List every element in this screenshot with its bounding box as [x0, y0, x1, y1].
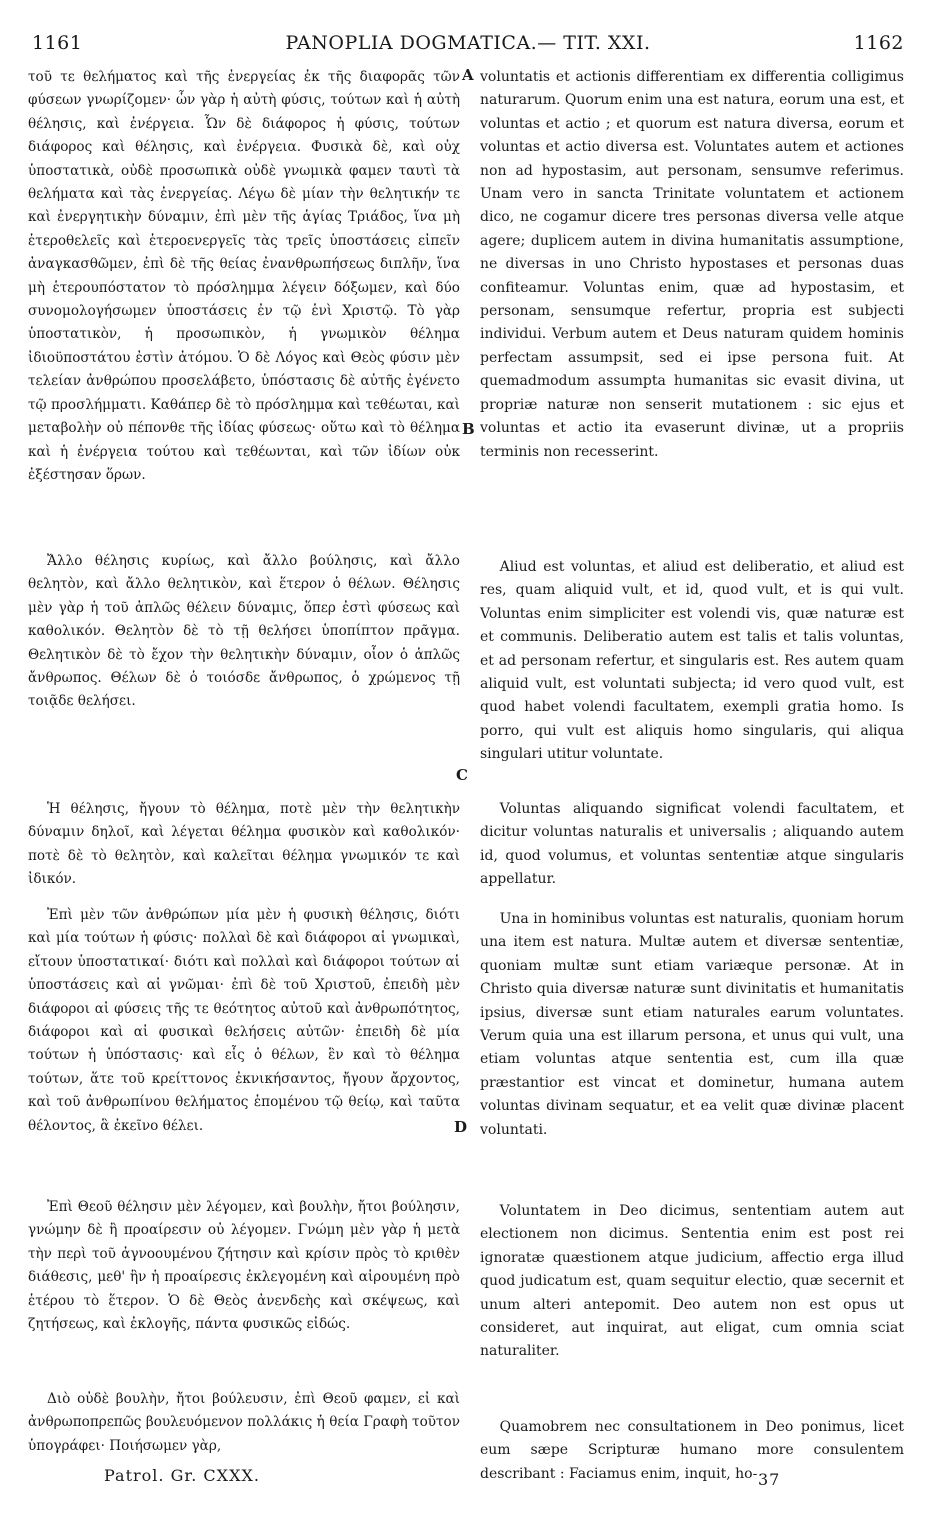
greek-paragraph-4: Ἐπὶ μὲν τῶν ἀνθρώπων μία μὲν ἡ φυσικὴ θέλησις, διότι καὶ μία τούτων ἡ φύσις· πολλαὶ δὲ καὶ διάφοροι αἱ γνωμικαὶ, εἴτουν ὑποστατικαί· διότι καὶ πολλαὶ καὶ διάφοροι τούτων αἱ ὑποστάσεις καὶ αἱ γνῶμαι· ἐπὶ δὲ τοῦ Χριστοῦ, ἐπειδὴ μὲν διάφοροι αἱ φύσεις τῆς τε θεότητος αὐτοῦ καὶ ἀνθρωπότητος, διάφοροι καὶ αἱ φυσικαὶ θελήσεις αὐτῶν· ἐπειδὴ δὲ μία τούτων ἡ ὑπόστασις· καὶ εἷς ὁ θέλων, ἓν καὶ τὸ θέλημα τούτων, ἅτε τοῦ κρείττονος ἐκνικήσαντος, ἤγουν ἄρχοντος, καὶ τοῦ ἀνθρωπίνου θελήματος ἑπομένου τῷ θείῳ, καὶ ταῦτα θέλοντος, ἃ ἐκεῖνο θέλει. [28, 907, 460, 1134]
section-marker-c: C [456, 766, 468, 784]
section-marker-a: A [462, 66, 474, 84]
greek-paragraph-5: Ἐπὶ Θεοῦ θέλησιν μὲν λέγομεν, καὶ βουλὴν, ἤτοι βούλησιν, γνώμην δὲ ἢ προαίρεσιν οὐ λέγομεν. Γνώμη μὲν γὰρ ἡ μετὰ τὴν περὶ τοῦ ἀγνοουμένου ζήτησιν καὶ κρίσιν πρὸς τὸ κριθὲν διάθεσις, μεθ' ἣν ἡ προαίρεσις ἐκλεγομένη καὶ αἱρουμένη πρὸ ἑτέρου τὸ ἕτερον. Ὁ δὲ Θεὸς ἀνενδεὴς καὶ σκέψεως, καὶ ζητήσεως, καὶ ἐκλογῆς, πάντα φυσικῶς εἰδώς. [28, 1199, 460, 1333]
latin-paragraph-5: Voluntatem in Deo dicimus, sententiam autem aut electionem non dicimus. Sententia enim est post rei ignoratæ quæstionem atque judicium, affectio erga illud quod judicatum est, quam sequitur electio, quæ secernit et unum alteri antepomit. Deo autem non est opus ut consideret, aut inquirat, aut eligat, cum omnia sciat naturaliter. [480, 1203, 904, 1360]
latin-paragraph-1: voluntatis et actionis differentiam ex differentia colligimus naturarum. Quorum enim una est natura, eorum una est, et voluntas et actio ; et quorum est natura diversa, eorum et voluntas et actio diversa est. Voluntates autem et actiones non ad hypostasim, aut personam, sensumve referimus. Unam vero in sancta Trinitate voluntatem et actionem dico, ne cogamur dicere tres personas diversa velle atque agere; duplicem autem in divina humanitatis assumptione, ne diversas in uno Christo hypostases et personas duas confiteamur. Voluntas enim, quæ ad hypostasim, et personam, sensumque refertur, propria est subjecti individui. Verbum autem et Deus naturam quidem hominis perfectam assumpsit, sed ei ipse persona fuit. At quemadmodum assumpta humanitas sic evasit divina, ut propriæ naturæ non senserit mutationem : sic ejus et voluntas et actio ita evaserunt divinæ, ut a propriis terminis non recesserint. [480, 69, 904, 460]
section-marker-b: B [462, 420, 475, 438]
greek-paragraph-3: Ἡ θέλησις, ἤγουν τὸ θέλημα, ποτὲ μὲν τὴν θελητικὴν δύναμιν δηλοῖ, καὶ λέγεται θέλημα φυσικὸν καὶ καθολικόν· ποτὲ δὲ τὸ θελητὸν, καὶ καλεῖται θέλημα γνωμικόν τε καὶ ἰδικόν. [28, 801, 460, 888]
greek-paragraph-6: Διὸ οὐδὲ βουλὴν, ἤτοι βούλευσιν, ἐπὶ Θεοῦ φαμεν, εἰ καὶ ἀνθρωποπρεπῶς βουλευόμενον πολλάκις ἡ θεία Γραφὴ τοῦτον ὑπογράφει· Ποιήσωμεν γὰρ, [28, 1391, 460, 1454]
latin-paragraph-3: Voluntas aliquando significat volendi facultatem, et dicitur voluntas naturalis et universalis ; aliquando autem id, quod volumus, et voluntas sententiæ atque singularis appellatur. [480, 801, 904, 888]
page-number-right: 1162 [853, 32, 904, 54]
patrology-volume-footer: Patrol. Gr. CXXX. [104, 1466, 260, 1485]
signature-number: 37 [758, 1470, 781, 1489]
running-title: PANOPLIA DOGMATICA.— TIT. XXI. [285, 32, 651, 54]
latin-paragraph-2: Aliud est voluntas, et aliud est deliberatio, et aliud est res, quam aliquid vult, et id, quod vult, et is qui vult. Voluntas enim simpliciter est volendi vis, quæ naturæ est et communis. Deliberatio autem est talis et talis voluntas, et ad personam refertur, et singularis est. Res autem quam aliquid vult, est voluntati subjecta; id vero quod vult, est quod habet volendi facultatem, exempli gratia homo. Is porro, qui vult est aliquis homo singularis, qui aliqua singulari utitur voluntate. [480, 559, 904, 763]
section-marker-d: D [454, 1118, 468, 1136]
greek-paragraph-2: Ἄλλο θέλησις κυρίως, καὶ ἄλλο βούλησις, καὶ ἄλλο θελητὸν, καὶ ἄλλο θελητικὸν, καὶ ἕτερον ὁ θέλων. Θέλησις μὲν γὰρ ἡ τοῦ ἁπλῶς θέλειν δύναμις, ὅπερ ἐστὶ φύσεως καὶ καθολικόν. Θελητὸν δὲ τὸ τῇ θελήσει ὑποπίπτον πρᾶγμα. Θελητικὸν δὲ τὸ ἔχον τὴν θελητικὴν δύναμιν, οἷον ὁ ἁπλῶς ἄνθρωπος. Θέλων δὲ ὁ τοιόσδε ἄνθρωπος, ὁ χρώμενος τῇ τοιᾷδε θελήσει. [28, 553, 460, 710]
page-number-left: 1161 [32, 32, 83, 54]
latin-paragraph-4: Una in hominibus voluntas est naturalis, quoniam horum una item est natura. Multæ autem et diversæ sententiæ, quoniam multæ sunt etiam variæque personæ. At in Christo quia diversæ naturæ sunt divinitatis et humanitatis ipsius, diversæ sunt etiam naturales earum voluntates. Verum quia una est illarum persona, et unus qui vult, una etiam voluntas atque sententia est, cum illa quæ præstantior est vincat et dominetur, humana autem voluntas divinam sequatur, et ea velit quæ divinæ placent voluntati. [480, 911, 904, 1138]
latin-paragraph-6: Quamobrem nec consultationem in Deo ponimus, licet eum sæpe Scripturæ humano more consulentem describant : Faciamus enim, inquit, ho- [480, 1419, 904, 1482]
greek-paragraph-1: τοῦ τε θελήματος καὶ τῆς ἐνεργείας ἐκ τῆς διαφορᾶς τῶν φύσεων γνωρίζομεν· ὧν γὰρ ἡ αὐτὴ φύσις, τούτων καὶ ἡ αὐτὴ θέλησις, καὶ ἐνέργεια. Ὧν δὲ διάφορος ἡ φύσις, τούτων διάφορος καὶ θέλησις, καὶ ἐνέργεια. Φυσικὰ δὲ, καὶ οὐχ ὑποστατικὰ, οὐδὲ προσωπικὰ οὐδὲ γνωμικὰ φαμεν ταυτὶ τὰ θελήματα καὶ τὰς ἐνεργείας. Λέγω δὲ μίαν τὴν θελητικήν τε καὶ ἐνεργητικὴν δύναμιν, ἐπὶ μὲν τῆς ἁγίας Τριάδος, ἵνα μὴ ἑτεροθελεῖς καὶ ἑτεροενεργεῖς τὰς τρεῖς ὑποστάσεις εἰπεῖν ἀναγκασθῶμεν, ἐπὶ δὲ τῆς θείας ἐνανθρωπήσεως διπλῆν, ἵνα μὴ ἑτερουπόστατον τὸ πρόσλημμα λέγειν δόξωμεν, καὶ δύο συνομολογήσωμεν ὑποστάσεις ἐν τῷ ἑνὶ Χριστῷ. Τὸ γὰρ ὑποστατικὸν, ἡ προσωπικὸν, ἡ γνωμικὸν θέλημα ἰδιοϋποστάτου ἐστὶν ἀτόμου. Ὁ δὲ Λόγος καὶ Θεὸς φύσιν μὲν τελείαν ἀνθρώπου προσελάβετο, ὑπόστασις δὲ αὐτῆς ἐγένετο τῷ προσλήμματι. Καθάπερ δὲ τὸ πρόσλημμα καὶ τεθέωται, καὶ μεταβολὴν οὐ πέπονθε τῆς ἰδίας φύσεως· οὕτω καὶ τὸ θέλημα καὶ ἡ ἐνέργεια τούτου καὶ τεθέωνται, καὶ τῶν ἰδίων οὐκ ἐξέστησαν ὅρων. [28, 69, 460, 483]
page-header [32, 32, 904, 58]
